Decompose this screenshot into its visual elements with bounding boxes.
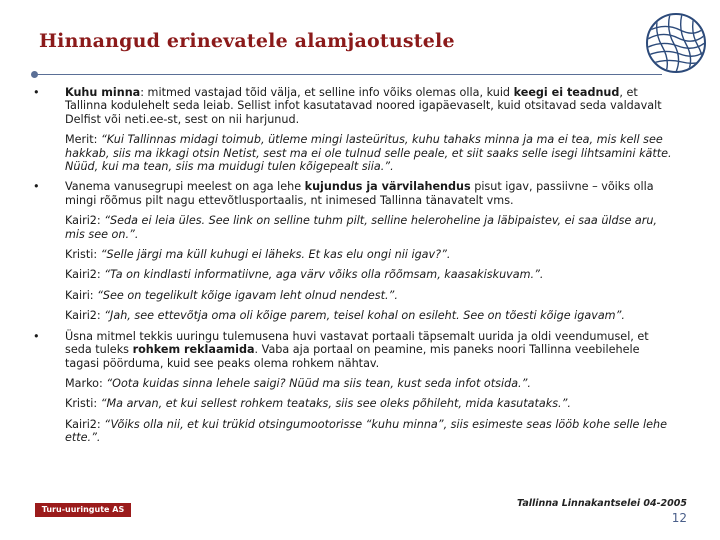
quote-speaker: Kairi: xyxy=(65,288,98,302)
quote-speaker: Kristi: xyxy=(65,248,101,262)
bullet-emphasis: rohkem reklaamida xyxy=(132,343,255,357)
quote-text: “Ma arvan, et kui sellest rohkem teataks, siis see oleks põhileht, mida kasutataks.”. xyxy=(100,397,571,411)
bullet-text: : mitmed vastajad tõid välja, et selline info võiks olemas olla, kuid xyxy=(140,86,514,99)
title-divider xyxy=(34,74,662,75)
quote-speaker: Kairi2: xyxy=(65,214,105,228)
bullet-text: Vanema vanusegrupi meelest on aga lehe xyxy=(65,180,305,194)
quote-speaker: Merit: xyxy=(65,133,101,147)
slide-title: Hinnangud erinevatele alamjaotustele xyxy=(39,30,455,52)
quote-text: “Seda ei leia üles. See link on selline tuhm pilt, selline heleroheline ja läbipaistev, ei saa üldse aru, mis see on.”. xyxy=(65,214,657,241)
footer-org: Tallinna Linnakantselei 04-2005 xyxy=(516,498,687,509)
company-logo-icon xyxy=(644,12,708,74)
quote-item xyxy=(33,397,673,410)
quote-speaker: Kristi: xyxy=(65,397,101,411)
quote-text: “Kui Tallinnas midagi toimub, ütleme mingi lasteüritus, kuhu tahaks minna ja ma ei tea, mis kell see hakkab, siis ma ikkagi otsin Netist, sest ma ei ole tulnud selle peale, et siit saaks selle isegi lihtsamini kätte. Nüüd, kui ma tean, siis ma muidugi tulen kõigepealt siia.”. xyxy=(65,133,672,174)
quote-text: “Oota kuidas sinna lehele saigi? Nüüd ma siis tean, kust seda infot otsida.”. xyxy=(106,376,531,390)
bullet-emphasis: kujundus ja värvilahendus xyxy=(304,180,471,194)
bullet-item xyxy=(33,330,673,370)
bullet-item xyxy=(33,86,673,126)
bullet-dot: • xyxy=(33,86,40,99)
quote-item xyxy=(33,133,673,173)
bullet-text: pisut igav, passiivne – võiks olla mingi rõõmus pilt nagu ettevõtlusportaalis, nt inimesed Tallinna tänavatelt vms. xyxy=(65,180,654,207)
quote-speaker: Marko: xyxy=(65,376,107,390)
quote-item xyxy=(33,309,673,322)
quote-speaker: Kairi2: xyxy=(65,268,105,282)
quote-item xyxy=(33,214,673,241)
quote-text: “Selle järgi ma küll kuhugi ei läheks. Et kas elu ongi nii igav?”. xyxy=(100,248,451,262)
quote-text: “Ta on kindlasti informatiivne, aga värv võiks olla rõõmsam, kaasakiskuvam.”. xyxy=(104,268,544,282)
quote-item xyxy=(33,418,673,445)
page-number: 12 xyxy=(671,511,687,525)
quote-text: “See on tegelikult kõige igavam leht olnud nendest.”. xyxy=(97,288,398,302)
bullet-topic: Kuhu minna xyxy=(65,86,141,99)
quote-speaker: Kairi2: xyxy=(65,309,105,323)
quote-item xyxy=(33,377,673,390)
quote-item xyxy=(33,268,673,281)
quote-text: “Võiks olla nii, et kui trükid otsingumootorisse “kuhu minna”, siis esimeste seas lööb kohe selle lehe ette.”. xyxy=(65,417,667,445)
bullet-item xyxy=(33,180,673,207)
bullet-text: . Vaba aja portaal on peamine, mis paneks noori Tallinna veebilehele tagasi pöörduma, kuid see peaks olema rohkem nähtav. xyxy=(65,343,640,370)
bullet-dot: • xyxy=(33,180,40,194)
quote-speaker: Kairi2: xyxy=(65,417,105,431)
bullet-emphasis: keegi ei teadnud xyxy=(513,86,620,99)
quote-item xyxy=(33,289,673,302)
bullet-dot: • xyxy=(33,329,40,343)
slide-body xyxy=(33,86,673,452)
bullet-text: , et Tallinna kodulehelt seda leiab. Sellist infot kasutatavad noored igapäevaselt, kuid otsitavad seda valdavalt Delfist või neti.ee-st, sest on nii harjunud. xyxy=(65,86,662,126)
quote-text: “Jah, see ettevõtja oma oli kõige parem, teisel kohal on esileht. See on tõesti kõige igavam”. xyxy=(104,309,625,323)
bullet-text: Üsna mitmel tekkis uuringu tulemusena huvi vastavat portaali täpsemalt uurida ja oldi veendumusel, et seda tuleks xyxy=(65,329,649,357)
divider-dot xyxy=(31,71,38,78)
brand-logo: Turu-uuringute AS xyxy=(35,503,131,517)
quote-item xyxy=(33,248,673,261)
